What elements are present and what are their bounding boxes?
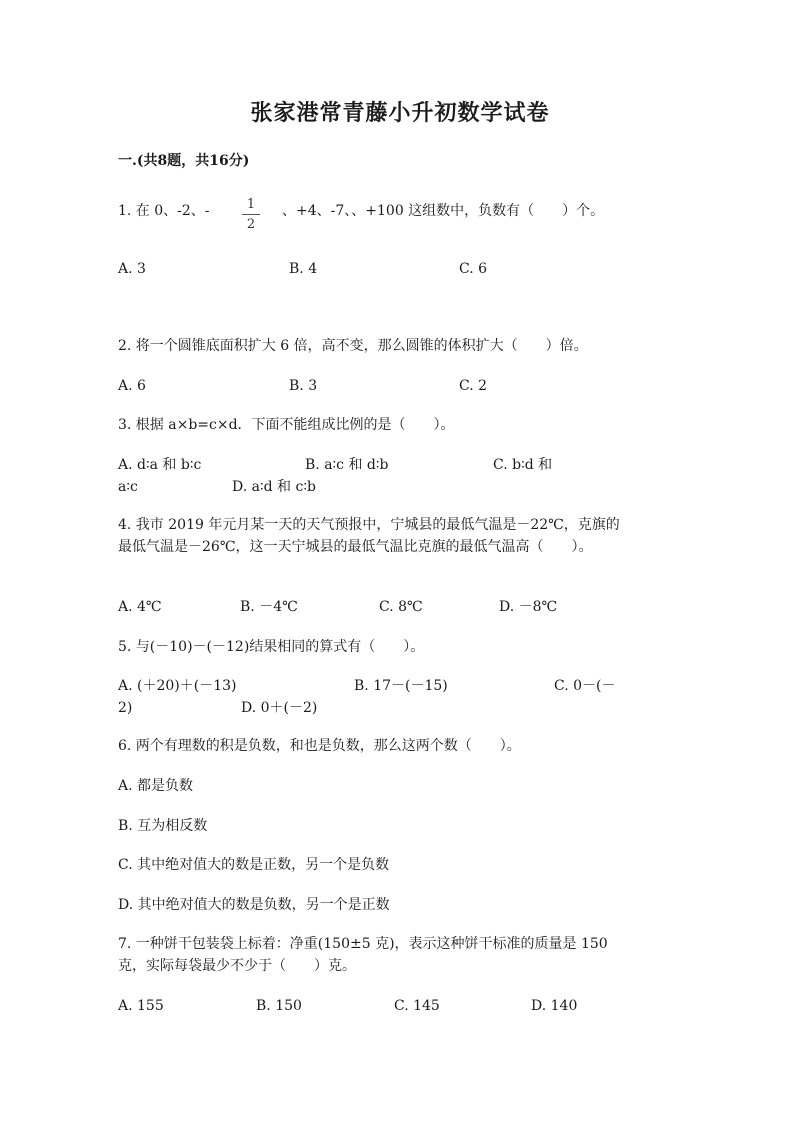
question-4-option-b[interactable]: B. －4℃ [240,599,298,615]
question-3-stem: 3. 根据 a×b=c×d．下面不能组成比例的是（ ）。 [118,417,455,433]
question-5-option-c-cont: 2) [118,700,133,716]
question-2-option-a[interactable]: A. 6 [118,378,146,394]
question-3-option-c-cont: a∶c [118,479,138,495]
question-4-stem-line-2: 最低气温是－26℃，这一天宁城县的最低气温比克旗的最低气温高（ ）。 [118,539,593,555]
question-3-option-b[interactable]: B. a∶c 和 d∶b [305,457,389,473]
fraction-one-half [238,196,264,233]
question-1-option-a[interactable]: A. 3 [118,261,146,277]
question-5-option-b[interactable]: B. 17－(－15) [354,678,448,694]
question-2-option-c[interactable]: C. 2 [459,378,488,394]
question-6-stem: 6. 两个有理数的积是负数，和也是负数，那么这两个数（ ）。 [118,738,521,754]
question-6-option-b[interactable]: B. 互为相反数 [118,818,208,834]
question-7-option-b[interactable]: B. 150 [256,998,302,1014]
question-1-option-b[interactable]: B. 4 [289,261,318,277]
section-header: 一.(共8题，共16分) [118,153,250,169]
question-7-stem-line-1: 7. 一种饼干包装袋上标着：净重(150±5 克)，表示这种饼干标准的质量是 150 [118,936,608,952]
question-3-option-a[interactable]: A. d∶a 和 b∶c [118,457,202,473]
question-3-option-d[interactable]: D. a∶d 和 c∶b [232,479,316,495]
question-4-option-c[interactable]: C. 8℃ [379,599,423,615]
question-6-option-c[interactable]: C. 其中绝对值大的数是正数，另一个是负数 [118,857,390,873]
question-5-option-a[interactable]: A. (＋20)＋(－13) [118,678,237,694]
question-7-stem-line-2: 克，实际每袋最少不少于（ ）克。 [118,958,356,974]
question-4-option-d[interactable]: D. －8℃ [499,599,558,615]
question-3-option-c[interactable]: C. b∶d 和 [493,457,553,473]
question-4-option-a[interactable]: A. 4℃ [118,599,162,615]
fraction-denominator: 2 [246,217,256,232]
fraction-numerator: 1 [246,197,256,212]
question-6-option-d[interactable]: D. 其中绝对值大的数是负数，另一个是正数 [118,897,390,913]
question-6-option-a[interactable]: A. 都是负数 [118,778,194,794]
page-title: 张家港常青藤小升初数学试卷 [250,100,550,126]
question-7-option-a[interactable]: A. 155 [118,998,164,1014]
question-1-option-c[interactable]: C. 6 [459,261,488,277]
question-5-stem: 5. 与(－10)－(－12)结果相同的算式有（ ）。 [118,639,425,655]
question-2-option-b[interactable]: B. 3 [289,378,318,394]
question-4-stem-line-1: 4. 我市 2019 年元月某一天的天气预报中，宁城县的最低气温是－22℃，克旗的 [118,517,620,533]
question-1-stem-end: 、+4、-7、、+100 这组数中，负数有（ ）个。 [282,203,605,219]
question-5-option-d[interactable]: D. 0＋(－2) [241,700,318,716]
question-1-stem-start: 1. 在 0、-2、- [118,203,210,219]
question-7-option-d[interactable]: D. 140 [531,998,578,1014]
question-2-stem: 2. 将一个圆锥底面积扩大 6 倍，高不变，那么圆锥的体积扩大（ ）倍。 [118,338,588,354]
fraction-bar [242,214,260,215]
question-7-option-c[interactable]: C. 145 [394,998,440,1014]
question-5-option-c[interactable]: C. 0－(－ [554,678,616,694]
